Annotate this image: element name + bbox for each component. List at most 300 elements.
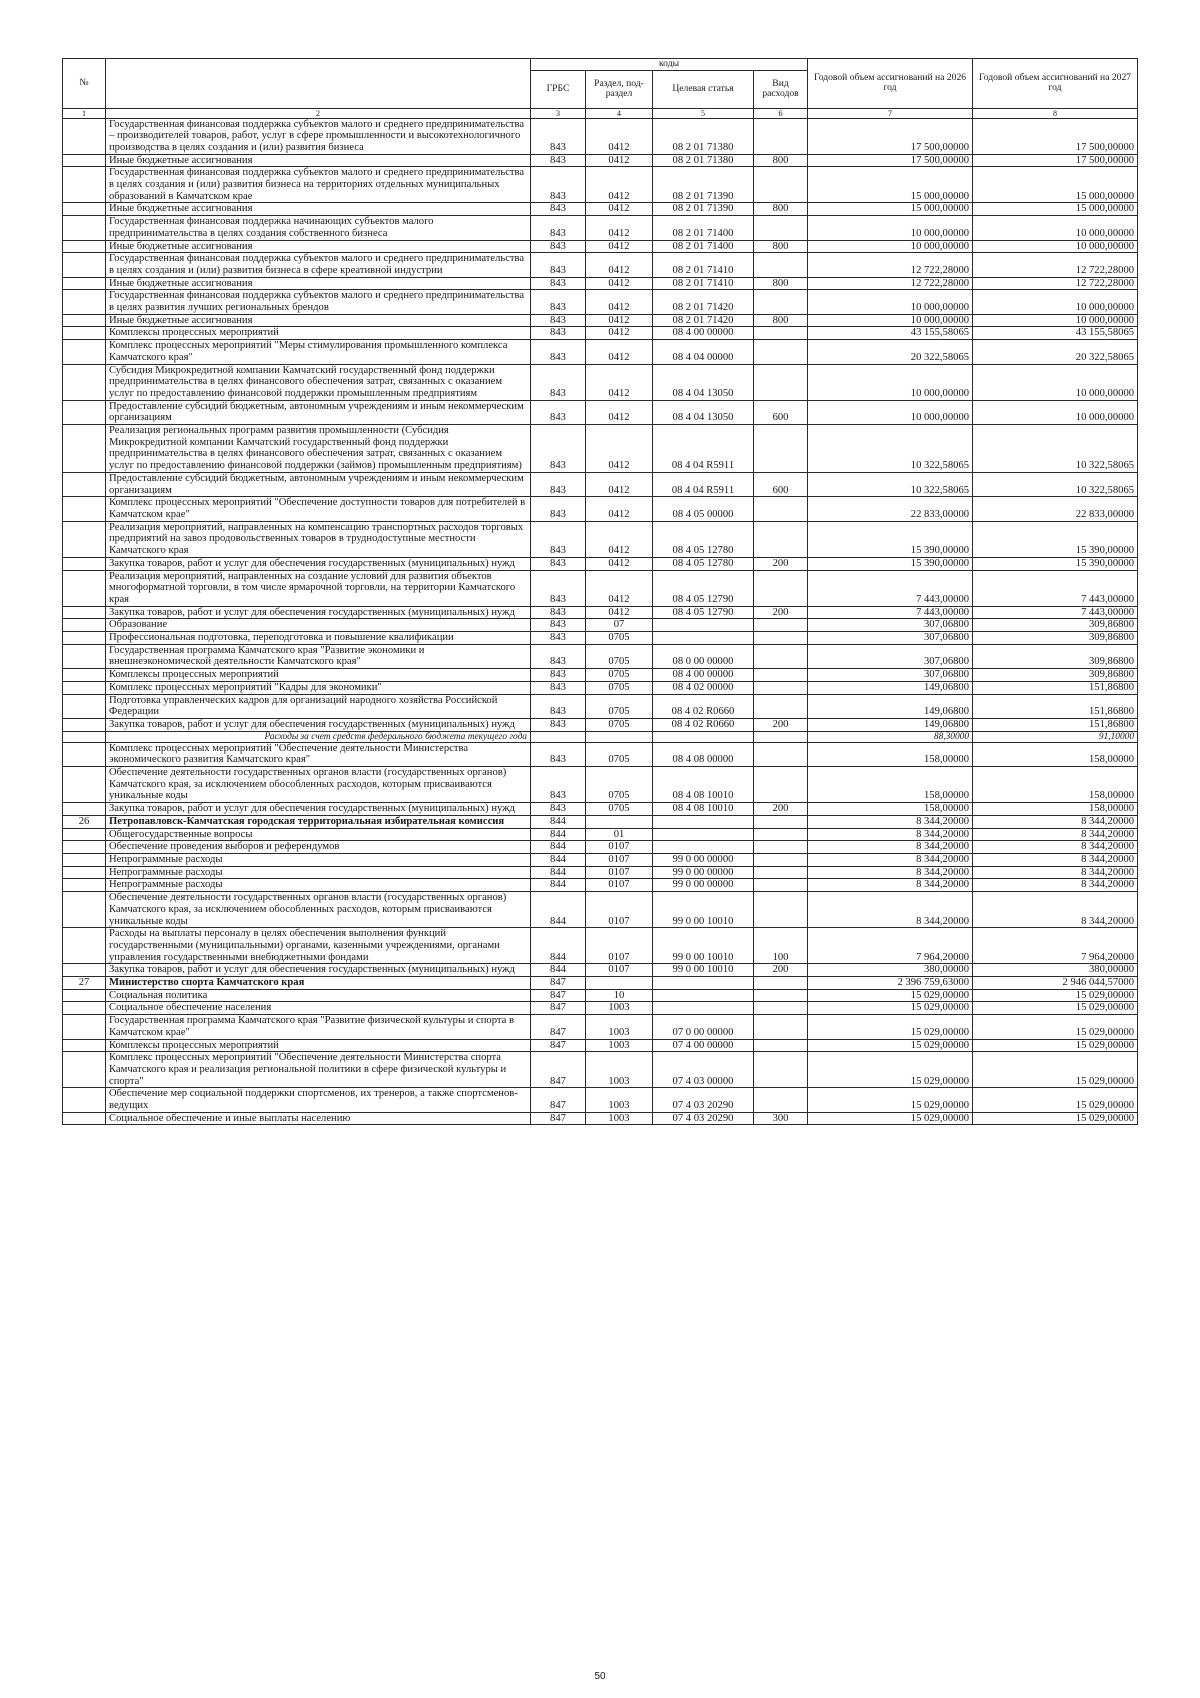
row-volume-2027: 8 344,20000: [973, 853, 1138, 866]
row-volume-2026: 10 000,00000: [808, 364, 973, 400]
row-expense-type: [754, 767, 808, 803]
row-number: [63, 803, 106, 816]
row-number: [63, 742, 106, 766]
row-expense-type: [754, 167, 808, 203]
table-row: [63, 240, 1138, 253]
row-section: 10: [586, 989, 653, 1002]
row-volume-2027: 20 322,58065: [973, 340, 1138, 364]
row-target-article: 08 2 01 71420: [653, 290, 754, 314]
row-expense-type: [754, 892, 808, 928]
index-cell: 3: [531, 108, 586, 118]
row-number: [63, 1052, 106, 1088]
table-row: [63, 828, 1138, 841]
row-section: 0705: [586, 694, 653, 718]
row-target-article: 08 4 04 00000: [653, 340, 754, 364]
row-target-article: 07 4 03 00000: [653, 1052, 754, 1088]
table-row: [63, 340, 1138, 364]
row-grbs: 844: [531, 866, 586, 879]
row-section: 1003: [586, 1002, 653, 1015]
row-grbs: 843: [531, 327, 586, 340]
row-section: 1003: [586, 1039, 653, 1052]
row-volume-2026: 15 029,00000: [808, 1052, 973, 1088]
row-volume-2026: 158,00000: [808, 742, 973, 766]
table-row: [63, 1052, 1138, 1088]
table-row: [63, 216, 1138, 240]
table-row: [63, 928, 1138, 964]
row-section: 0705: [586, 681, 653, 694]
row-volume-2027: 8 344,20000: [973, 828, 1138, 841]
row-grbs: 847: [531, 1039, 586, 1052]
row-target-article: [653, 841, 754, 854]
row-grbs: 843: [531, 240, 586, 253]
row-name: Предоставление субсидий бюджетным, автономным учреждениям и иным некоммерческим организациям: [106, 400, 531, 424]
row-target-article: 08 4 04 R5911: [653, 425, 754, 473]
row-expense-type: 800: [754, 240, 808, 253]
header-grbs: ГРБС: [531, 70, 586, 108]
row-target-article: 08 4 08 10010: [653, 803, 754, 816]
row-volume-2026: 17 500,00000: [808, 118, 973, 154]
row-expense-type: [754, 1015, 808, 1039]
row-grbs: 843: [531, 364, 586, 400]
row-grbs: 843: [531, 118, 586, 154]
row-grbs: 843: [531, 425, 586, 473]
row-number: [63, 989, 106, 1002]
row-volume-2026: 7 964,20000: [808, 928, 973, 964]
row-volume-2026: 7 443,00000: [808, 570, 973, 606]
row-grbs: 843: [531, 472, 586, 496]
row-number: 27: [63, 977, 106, 990]
row-number: [63, 928, 106, 964]
row-volume-2027: 15 000,00000: [973, 203, 1138, 216]
row-name: Обеспечение деятельности государственных органов власти (государственных органов) Камчатского края, за исключением обособленных расходов, которым присваиваются уникальные коды: [106, 767, 531, 803]
row-volume-2027: 7 443,00000: [973, 570, 1138, 606]
row-number: [63, 497, 106, 521]
header-vol-2026: Годовой объем ассигнований на 2026 год: [808, 59, 973, 109]
row-target-article: 07 4 00 00000: [653, 1039, 754, 1052]
row-name: Общегосударственные вопросы: [106, 828, 531, 841]
row-target-article: 99 0 00 00000: [653, 879, 754, 892]
row-volume-2026: 8 344,20000: [808, 879, 973, 892]
row-grbs: 843: [531, 606, 586, 619]
row-volume-2027: 22 833,00000: [973, 497, 1138, 521]
row-number: [63, 557, 106, 570]
row-section: [586, 815, 653, 828]
row-volume-2026: 20 322,58065: [808, 340, 973, 364]
row-name: Обеспечение мер социальной поддержки спортсменов, их тренеров, а также спортсменов-ведущих: [106, 1088, 531, 1112]
row-number: [63, 118, 106, 154]
row-name: Обеспечение проведения выборов и референдумов: [106, 841, 531, 854]
row-volume-2027: 15 029,00000: [973, 989, 1138, 1002]
row-volume-2027: 10 322,58065: [973, 425, 1138, 473]
row-volume-2026: 22 833,00000: [808, 497, 973, 521]
row-grbs: 847: [531, 989, 586, 1002]
row-section: 0412: [586, 606, 653, 619]
row-target-article: 07 4 03 20290: [653, 1112, 754, 1125]
row-number: [63, 1002, 106, 1015]
row-number: [63, 841, 106, 854]
row-expense-type: [754, 742, 808, 766]
row-number: [63, 1039, 106, 1052]
row-target-article: 08 2 01 71390: [653, 203, 754, 216]
row-volume-2026: 10 000,00000: [808, 216, 973, 240]
table-row: [63, 497, 1138, 521]
row-grbs: 843: [531, 203, 586, 216]
row-number: [63, 644, 106, 668]
table-row: [63, 681, 1138, 694]
row-expense-type: [754, 879, 808, 892]
row-number: [63, 290, 106, 314]
row-number: [63, 327, 106, 340]
row-name: Предоставление субсидий бюджетным, автономным учреждениям и иным некоммерческим организациям: [106, 472, 531, 496]
row-target-article: 99 0 00 10010: [653, 964, 754, 977]
table-row: [63, 619, 1138, 632]
table-row: [63, 866, 1138, 879]
row-volume-2026: 149,06800: [808, 694, 973, 718]
row-grbs: 847: [531, 1088, 586, 1112]
row-volume-2027: 10 322,58065: [973, 472, 1138, 496]
table-row: [63, 718, 1138, 731]
row-name: Иные бюджетные ассигнования: [106, 203, 531, 216]
row-grbs: 843: [531, 497, 586, 521]
row-expense-type: 800: [754, 154, 808, 167]
row-volume-2026: 10 000,00000: [808, 240, 973, 253]
row-number: [63, 216, 106, 240]
row-name: Государственная финансовая поддержка субъектов малого и среднего предпринимательства в целях создания и (или) развития бизнеса на территориях отдельных муниципальных образований в Камчатском крае: [106, 167, 531, 203]
row-name: Непрограммные расходы: [106, 853, 531, 866]
table-header: [63, 59, 1138, 119]
table-row: [63, 154, 1138, 167]
row-name: Реализация мероприятий, направленных на создание условий для развития объектов многоформатной торговли, в том числе ярмарочной торговли, на территории Камчатского края: [106, 570, 531, 606]
row-volume-2027: 15 390,00000: [973, 521, 1138, 557]
table-row: [63, 557, 1138, 570]
row-number: [63, 681, 106, 694]
table-row: [63, 977, 1138, 990]
row-section: 0412: [586, 472, 653, 496]
row-volume-2027: 7 443,00000: [973, 606, 1138, 619]
row-grbs: 843: [531, 632, 586, 645]
row-name: Комплекс процессных мероприятий "Обеспечение деятельности Министерства спорта Камчатского края и реализация региональной политики в сфере физической культуры и спорта": [106, 1052, 531, 1088]
row-grbs: 843: [531, 570, 586, 606]
row-volume-2027: 15 029,00000: [973, 1039, 1138, 1052]
row-section: [586, 731, 653, 742]
row-grbs: 847: [531, 1002, 586, 1015]
row-grbs: 843: [531, 644, 586, 668]
row-grbs: 847: [531, 1052, 586, 1088]
row-volume-2027: 12 722,28000: [973, 253, 1138, 277]
row-volume-2027: 8 344,20000: [973, 841, 1138, 854]
row-volume-2027: 10 000,00000: [973, 290, 1138, 314]
row-expense-type: [754, 731, 808, 742]
row-section: 1003: [586, 1088, 653, 1112]
row-grbs: 844: [531, 892, 586, 928]
row-volume-2027: 12 722,28000: [973, 277, 1138, 290]
row-target-article: 08 4 05 00000: [653, 497, 754, 521]
row-expense-type: 800: [754, 277, 808, 290]
table-row: [63, 767, 1138, 803]
row-section: 1003: [586, 1052, 653, 1088]
header-section: Раздел, под-раздел: [586, 70, 653, 108]
row-target-article: 07 4 03 20290: [653, 1088, 754, 1112]
index-cell: 8: [973, 108, 1138, 118]
row-number: [63, 253, 106, 277]
row-volume-2026: 17 500,00000: [808, 154, 973, 167]
row-name: Субсидия Микрокредитной компании Камчатский государственный фонд поддержки предпринимательства в целях финансового обеспечения затрат, связанных с оказанием услуг по предоставлению финансовой поддержки промышленным предприятиям: [106, 364, 531, 400]
row-expense-type: 200: [754, 718, 808, 731]
row-number: [63, 400, 106, 424]
row-number: [63, 669, 106, 682]
row-name: Непрограммные расходы: [106, 879, 531, 892]
row-target-article: 99 0 00 00000: [653, 866, 754, 879]
row-name: Государственная программа Камчатского края "Развитие экономики и внешнеэкономической деятельности Камчатского края": [106, 644, 531, 668]
row-grbs: 843: [531, 681, 586, 694]
row-volume-2026: 307,06800: [808, 619, 973, 632]
row-target-article: [653, 632, 754, 645]
row-target-article: 08 2 01 71380: [653, 154, 754, 167]
row-grbs: 843: [531, 400, 586, 424]
header-codes: коды: [531, 59, 808, 71]
row-volume-2027: 7 964,20000: [973, 928, 1138, 964]
row-name: Подготовка управленческих кадров для организаций народного хозяйства Российской Федерации: [106, 694, 531, 718]
row-expense-type: [754, 694, 808, 718]
row-volume-2026: 88,30000: [808, 731, 973, 742]
row-expense-type: [754, 841, 808, 854]
row-volume-2027: 8 344,20000: [973, 892, 1138, 928]
budget-table: [62, 58, 1138, 1125]
row-name: Социальное обеспечение населения: [106, 1002, 531, 1015]
row-expense-type: [754, 619, 808, 632]
row-volume-2026: 380,00000: [808, 964, 973, 977]
row-name: Иные бюджетные ассигнования: [106, 277, 531, 290]
row-number: [63, 866, 106, 879]
row-grbs: 843: [531, 253, 586, 277]
row-grbs: 847: [531, 977, 586, 990]
row-target-article: [653, 977, 754, 990]
row-name: Обеспечение деятельности государственных органов власти (государственных органов) Камчатского края, за исключением обособленных расходов, которым присваиваются уникальные коды: [106, 892, 531, 928]
row-target-article: 99 0 00 10010: [653, 892, 754, 928]
row-target-article: [653, 731, 754, 742]
row-name: Образование: [106, 619, 531, 632]
row-number: [63, 314, 106, 327]
row-volume-2026: 8 344,20000: [808, 828, 973, 841]
row-section: 0107: [586, 866, 653, 879]
row-volume-2027: 15 390,00000: [973, 557, 1138, 570]
table-row: [63, 964, 1138, 977]
table-row: [63, 364, 1138, 400]
table-row: [63, 425, 1138, 473]
row-grbs: 843: [531, 718, 586, 731]
table-row: [63, 853, 1138, 866]
row-target-article: 08 4 05 12790: [653, 606, 754, 619]
row-number: [63, 731, 106, 742]
row-volume-2026: 10 000,00000: [808, 400, 973, 424]
row-volume-2026: 12 722,28000: [808, 253, 973, 277]
row-volume-2027: 309,86800: [973, 632, 1138, 645]
row-expense-type: [754, 669, 808, 682]
table-row: [63, 570, 1138, 606]
row-number: [63, 203, 106, 216]
row-name: Иные бюджетные ассигнования: [106, 240, 531, 253]
row-name: Социальное обеспечение и иные выплаты населению: [106, 1112, 531, 1125]
row-target-article: [653, 815, 754, 828]
row-target-article: 08 4 05 12790: [653, 570, 754, 606]
row-volume-2026: 15 029,00000: [808, 1088, 973, 1112]
row-expense-type: [754, 340, 808, 364]
row-volume-2027: 15 029,00000: [973, 1088, 1138, 1112]
row-expense-type: [754, 632, 808, 645]
row-expense-type: [754, 118, 808, 154]
table-row: [63, 644, 1138, 668]
row-number: [63, 154, 106, 167]
row-expense-type: 100: [754, 928, 808, 964]
row-target-article: 08 2 01 71400: [653, 216, 754, 240]
row-expense-type: [754, 1088, 808, 1112]
row-expense-type: [754, 425, 808, 473]
row-expense-type: [754, 989, 808, 1002]
row-grbs: 843: [531, 340, 586, 364]
row-volume-2026: 307,06800: [808, 632, 973, 645]
row-number: 26: [63, 815, 106, 828]
row-volume-2026: 15 390,00000: [808, 521, 973, 557]
row-section: 0705: [586, 632, 653, 645]
row-volume-2026: 8 344,20000: [808, 841, 973, 854]
row-number: [63, 694, 106, 718]
row-name: Непрограммные расходы: [106, 866, 531, 879]
row-volume-2027: 8 344,20000: [973, 866, 1138, 879]
row-grbs: 843: [531, 694, 586, 718]
row-section: 0705: [586, 644, 653, 668]
row-section: 0412: [586, 290, 653, 314]
table-row: [63, 314, 1138, 327]
row-name: Государственная финансовая поддержка субъектов малого и среднего предпринимательства – производителей товаров, работ, услуг в сфере промышленности и высокотехнологичного производства в целях создания и (или) развития бизнеса: [106, 118, 531, 154]
row-volume-2027: 17 500,00000: [973, 154, 1138, 167]
table-row: [63, 1112, 1138, 1125]
row-name: Комплекс процессных мероприятий "Обеспечение деятельности Министерства экономического развития Камчатского края": [106, 742, 531, 766]
row-number: [63, 767, 106, 803]
row-expense-type: [754, 815, 808, 828]
row-section: 1003: [586, 1112, 653, 1125]
row-name: Профессиональная подготовка, переподготовка и повышение квалификации: [106, 632, 531, 645]
row-name: Реализация региональных программ развития промышленности (Субсидия Микрокредитной компании Камчатский государственный фонд поддержки предпринимательства в целях финансового обеспечения затрат, связанных с оказанием услуг по предоставлению финансовой поддержки (займов) промышленным предприятиям): [106, 425, 531, 473]
row-target-article: 08 4 08 00000: [653, 742, 754, 766]
table-body: [63, 118, 1138, 1125]
row-volume-2027: 380,00000: [973, 964, 1138, 977]
row-volume-2026: 15 029,00000: [808, 1039, 973, 1052]
row-number: [63, 364, 106, 400]
row-target-article: 08 4 02 R0660: [653, 718, 754, 731]
row-section: 0412: [586, 521, 653, 557]
row-name: Закупка товаров, работ и услуг для обеспечения государственных (муниципальных) нужд: [106, 718, 531, 731]
row-expense-type: 800: [754, 314, 808, 327]
row-number: [63, 1112, 106, 1125]
row-grbs: 844: [531, 828, 586, 841]
row-name: Закупка товаров, работ и услуг для обеспечения государственных (муниципальных) нужд: [106, 606, 531, 619]
header-vol-2027: Годовой объем ассигнований на 2027 год: [973, 59, 1138, 109]
table-row: [63, 841, 1138, 854]
row-name: Государственная программа Камчатского края "Развитие физической культуры и спорта в Камчатском крае": [106, 1015, 531, 1039]
row-expense-type: [754, 644, 808, 668]
row-section: 0412: [586, 216, 653, 240]
row-volume-2026: 8 344,20000: [808, 892, 973, 928]
row-section: 0107: [586, 892, 653, 928]
row-name: Закупка товаров, работ и услуг для обеспечения государственных (муниципальных) нужд: [106, 803, 531, 816]
row-expense-type: [754, 497, 808, 521]
table-row: [63, 606, 1138, 619]
table-row: [63, 167, 1138, 203]
row-target-article: 08 4 05 12780: [653, 521, 754, 557]
row-target-article: 99 0 00 10010: [653, 928, 754, 964]
row-target-article: 99 0 00 00000: [653, 853, 754, 866]
row-expense-type: [754, 977, 808, 990]
row-number: [63, 828, 106, 841]
table-row: [63, 803, 1138, 816]
row-section: 0412: [586, 154, 653, 167]
header-exptype: Вид расходов: [754, 70, 808, 108]
row-number: [63, 277, 106, 290]
row-name: Закупка товаров, работ и услуг для обеспечения государственных (муниципальных) нужд: [106, 964, 531, 977]
row-volume-2026: 149,06800: [808, 681, 973, 694]
row-name: Расходы за счет средств федерального бюджета текущего года: [106, 731, 531, 742]
row-section: 0412: [586, 240, 653, 253]
row-expense-type: [754, 327, 808, 340]
row-section: [586, 977, 653, 990]
header-target: Целевая статья: [653, 70, 754, 108]
row-target-article: 08 4 02 R0660: [653, 694, 754, 718]
row-volume-2026: 158,00000: [808, 803, 973, 816]
row-section: 0412: [586, 364, 653, 400]
row-number: [63, 964, 106, 977]
row-grbs: 843: [531, 290, 586, 314]
row-volume-2026: 307,06800: [808, 644, 973, 668]
row-volume-2027: 2 946 044,57000: [973, 977, 1138, 990]
row-number: [63, 1088, 106, 1112]
table-row: [63, 989, 1138, 1002]
row-grbs: 844: [531, 964, 586, 977]
row-volume-2026: 7 443,00000: [808, 606, 973, 619]
row-name: Социальная политика: [106, 989, 531, 1002]
row-number: [63, 718, 106, 731]
row-volume-2027: 158,00000: [973, 742, 1138, 766]
table-row: [63, 290, 1138, 314]
row-expense-type: 200: [754, 557, 808, 570]
row-name: Иные бюджетные ассигнования: [106, 314, 531, 327]
row-volume-2027: 8 344,20000: [973, 815, 1138, 828]
row-volume-2026: 15 029,00000: [808, 1002, 973, 1015]
row-expense-type: 600: [754, 400, 808, 424]
row-section: 0705: [586, 669, 653, 682]
row-grbs: 843: [531, 742, 586, 766]
row-volume-2026: 43 155,58065: [808, 327, 973, 340]
row-volume-2027: 151,86800: [973, 681, 1138, 694]
row-expense-type: [754, 828, 808, 841]
row-number: [63, 606, 106, 619]
index-cell: 6: [754, 108, 808, 118]
row-target-article: 08 2 01 71420: [653, 314, 754, 327]
table-row: [63, 521, 1138, 557]
row-volume-2026: 307,06800: [808, 669, 973, 682]
row-expense-type: [754, 1052, 808, 1088]
row-grbs: 847: [531, 1112, 586, 1125]
row-name: Комплекс процессных мероприятий "Кадры для экономики": [106, 681, 531, 694]
row-section: 0107: [586, 928, 653, 964]
row-section: 0412: [586, 314, 653, 327]
header-num: №: [63, 59, 106, 109]
row-volume-2027: 158,00000: [973, 803, 1138, 816]
row-target-article: [653, 1002, 754, 1015]
table-row: [63, 669, 1138, 682]
row-section: 0412: [586, 327, 653, 340]
row-expense-type: [754, 853, 808, 866]
row-name: Государственная финансовая поддержка субъектов малого и среднего предпринимательства в целях создания и (или) развития бизнеса в сфере креативной индустрии: [106, 253, 531, 277]
